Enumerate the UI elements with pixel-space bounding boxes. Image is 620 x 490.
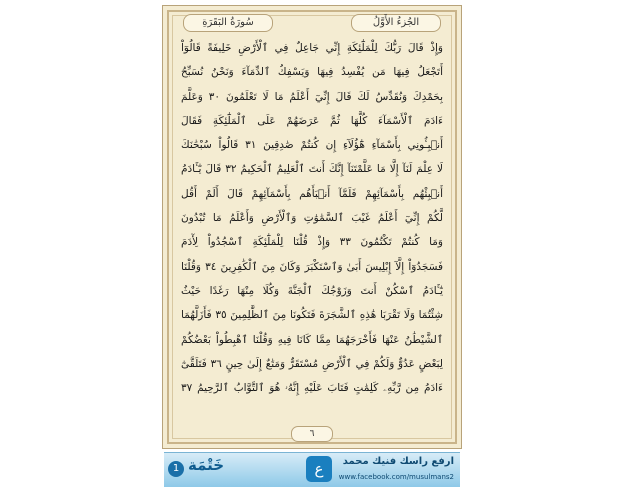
verse-line: شِئْتُمَا وَلَا تَقْرَبَا هَٰذِهِ ٱلشَّجَرَةَ فَتَكُونَا مِنَ ٱلظَّٰلِمِينَ ٣٥ فَأَزَلَّهُمَا (181, 309, 443, 322)
verse-line: لَّكُمْ إِنِّيٓ أَعْلَمُ غَيْبَ ٱلسَّمَٰوَٰتِ وَٱلْأَرْضِ وَأَعْلَمُ مَا تُبْدُونَ (181, 212, 443, 225)
mushaf-page (162, 5, 462, 449)
app-logo-icon: ع (306, 456, 332, 482)
verse-line: أَتَجْعَلُ فِيهَا مَن يُفْسِدُ فِيهَا وَيَسْفِكُ ٱلدِّمَآءَ وَنَحْنُ نُسَبِّحُ (181, 66, 443, 79)
page-header (173, 14, 451, 32)
page-number: ٦ (291, 426, 333, 442)
verse-line: يَٰٓـَٔادَمُ ٱسْكُنْ أَنتَ وَزَوْجُكَ ٱلْجَنَّةَ وَكُلَا مِنْهَا رَغَدًا حَيْثُ (181, 284, 443, 297)
verse-line: أَنۢبِئْهُم بِأَسْمَآئِهِمْ فَلَمَّآ أَنۢبَأَهُم بِأَسْمَآئِهِمْ قَالَ أَلَمْ أَقُل (181, 187, 443, 200)
verse-line: أَنۢبِـُٔونِي بِأَسْمَآءِ هَٰٓؤُلَآءِ إِن كُنتُمْ صَٰدِقِينَ ٣١ قَالُواْ سُبْحَٰنَكَ (181, 139, 443, 152)
verse-line: فَسَجَدُوٓاْ إِلَّآ إِبْلِيسَ أَبَىٰ وَٱسْتَكْبَرَ وَكَانَ مِنَ ٱلْكَٰفِرِينَ ٣٤ وَقُلْنَا (181, 260, 443, 273)
footer-banner (164, 452, 460, 487)
quran-text (181, 36, 443, 426)
verse-line: وَمَا كُنتُمْ تَكْتُمُونَ ٣٣ وَإِذْ قُلْنَا لِلْمَلَٰٓئِكَةِ ٱسْجُدُواْ لِأٓدَمَ (181, 236, 443, 249)
uploader-name: ارفع راسك فنيك محمد (342, 456, 454, 467)
verse-line: وَإِذْ قَالَ رَبُّكَ لِلْمَلَٰٓئِكَةِ إِنِّي جَاعِلٌ فِي ٱلْأَرْضِ خَلِيفَةً قَالُوٓاْ (181, 42, 443, 54)
verse-line: ءَادَمُ مِن رَّبِّهِۦ كَلِمَٰتٍ فَتَابَ عَلَيْهِ إِنَّهُۥ هُوَ ٱلتَّوَّابُ ٱلرَّحِيمُ ٣٧ (181, 382, 443, 395)
juz-label: الجُزءُ الأَوَّلُ (351, 14, 441, 32)
surah-label: سُورَةُ البَقَرَةِ (183, 14, 273, 32)
verse-line: لِبَعْضٍ عَدُوٌّ وَلَكُمْ فِي ٱلْأَرْضِ مُسْتَقَرٌّ وَمَتَٰعٌ إِلَىٰ حِينٍ ٣٦ فَتَلَقَّىٰٓ (181, 357, 443, 370)
brand-logo: خَتْمَة (188, 456, 225, 474)
verse-line: لَا عِلْمَ لَنَآ إِلَّا مَا عَلَّمْتَنَآ إِنَّكَ أَنتَ ٱلْعَلِيمُ ٱلْحَكِيمُ ٣٢ قَالَ يَٰٓـَٔادَمُ (181, 163, 443, 176)
verse-line: ٱلشَّيْطَٰنُ عَنْهَا فَأَخْرَجَهُمَا مِمَّا كَانَا فِيهِ وَقُلْنَا ٱهْبِطُواْ بَعْضُكُمْ (181, 333, 443, 346)
verse-line: بِحَمْدِكَ وَنُقَدِّسُ لَكَ قَالَ إِنِّيٓ أَعْلَمُ مَا لَا تَعْلَمُونَ ٣٠ وَعَلَّمَ (181, 90, 443, 103)
facebook-url[interactable]: www.facebook.com/musulmans2 (338, 473, 454, 481)
badge-icon: 1 (168, 461, 184, 477)
verse-line: ءَادَمَ ٱلْأَسْمَآءَ كُلَّهَا ثُمَّ عَرَضَهُمْ عَلَى ٱلْمَلَٰٓئِكَةِ فَقَالَ (181, 114, 443, 127)
